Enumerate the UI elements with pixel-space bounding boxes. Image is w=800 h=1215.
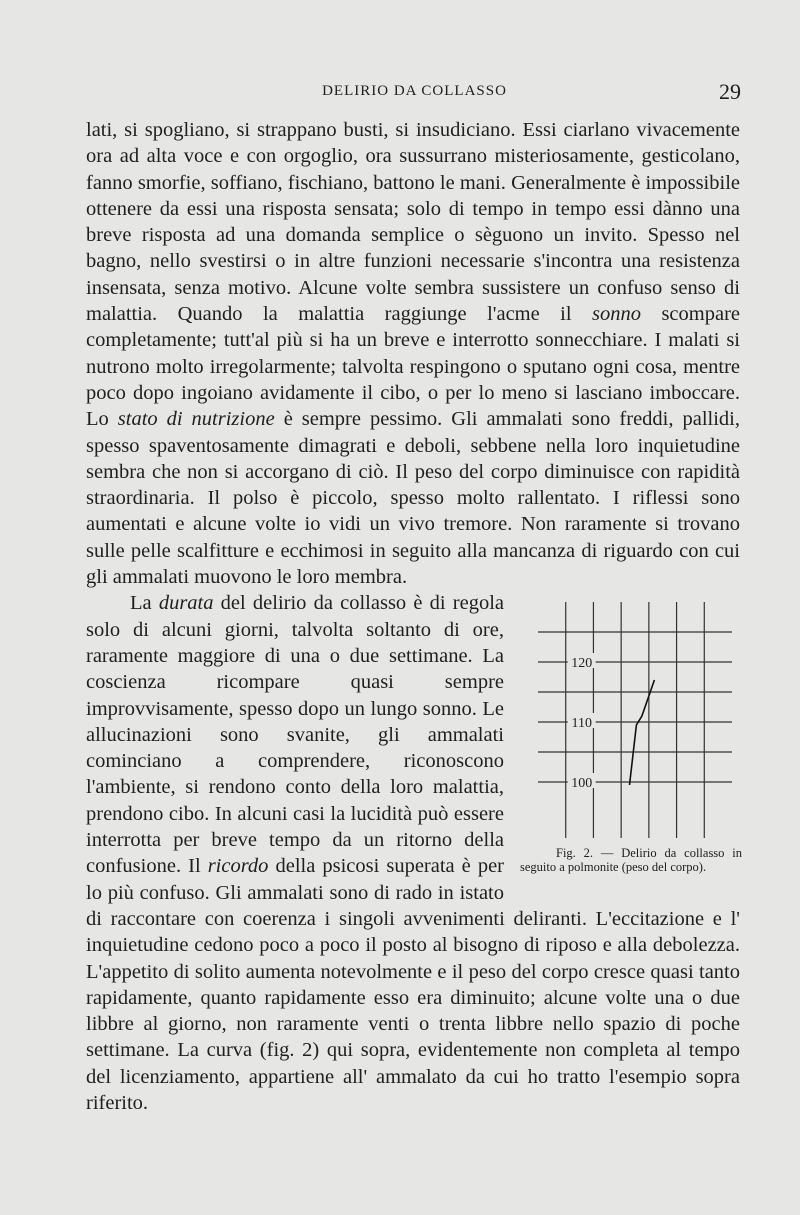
weight-series-line [630,680,655,785]
paragraph-1-text-a: lati, si spogliano, si strappano busti, si insudiciano. Essi ciarlano vivacemente ora ad alta voce e con orgoglio, ora sussurrano misteriosamente, gesticolano, fanno smorfie, soffiano, fischiano, battono le mani. Generalmente è impossibile ottenere da essi una risposta sensata; solo di tempo in tempo essi dànno una breve risposta ad una domanda semplice o sèguono un invito. Spesso nel bagno, nello svestirsi o in altre funzioni necessarie s'incontra una resistenza insensata, senza motivo. Alcune volte sembra sussistere un confuso senso di malattia. Quando la malattia raggiunge l'acme il [86,119,740,326]
paragraph-1-text-b: scompare completamente; tutt'al più si ha un breve e interrotto sonnecchiare. I malati si nutrono molto irregolarmente; talvolta respingono o sputano ogni cosa, mentre poco dopo ingoiano avidamente il cibo, o per lo meno si lasciano imboccare. Lo [86,303,740,431]
y-tick-label: 100 [571,776,593,792]
paragraph-2-text-a: La [130,592,159,615]
weight-curve-chart [520,600,742,840]
term-sonno: sonno [592,303,641,326]
body-text [86,117,740,1116]
y-tick-label: 120 [571,656,593,672]
paragraph-1-text-c: è sempre pessimo. Gli ammalati sono freddi, pallidi, spesso spaventosamente dimagrati e deboli, sebbene nella loro inquietudine sembra che non si accorgano di ciò. Il peso del corpo diminuisce con rapidità straordinaria. Il polso è piccolo, spesso molto rallentato. I riflessi sono aumentati e alcune volte io vidi un vivo tremore. Non raramente si trovano sulle pelle scalfitture e ecchimosi in seguito alla mancanza di riguardo con cui gli ammalati muovono le loro membra. [86,408,740,589]
page-number: 29 [719,79,741,104]
term-stato-di-nutrizione: stato di nutrizione [117,408,275,431]
running-head [88,79,741,105]
chart-series [630,680,655,785]
paragraph-1 [86,117,740,590]
chart-y-ticks [568,653,596,791]
term-durata: durata [158,592,214,615]
chart-grid [538,602,732,838]
y-tick-label: 110 [571,716,592,732]
figure-2 [520,600,742,895]
term-ricordo: ricordo [207,855,269,878]
paragraph-2-text-b: del delirio da collasso è di regola solo di alcuni giorni, talvolta soltanto di ore, raramente maggiore di una o due settimane. La coscienza ricompare quasi sempre improvvisamente, spesso dopo un lungo sonno. Le allucinazioni sono svanite, gli ammalati cominciano a comprendere, riconoscono l'ambiente, si rendono conto della loro malattia, prendono cibo. In alcuni casi la lucidità può essere interrotta per breve tempo da un ritorno della confusione. Il [86,592,504,878]
running-head-title: DELIRIO DA COLLASSO [322,83,507,99]
figure-caption: Fig. 2. — Delirio da collasso in seguito a polmonite (peso del corpo). [520,846,742,875]
paragraph-2-text-c: della psicosi superata è per lo più confuso. Gli ammalati sono di rado in istato di raccontare con coerenza i singoli avvenimenti deliranti. L'eccitazione e l' inquietudine cedono poco a poco il posto al bisogno di riposo e alla debolezza. L'appetito di solito aumenta notevolmente e il peso del corpo cresce quasi tanto rapidamente, quanto rapidamente esso era diminuito; alcune volte una o due libbre al giorno, non raramente venti o trenta libbre nello spazio di poche settimane. La curva (fig. 2) qui sopra, evidentemente non completa al tempo del licenziamento, appartiene all' ammalato da cui ho tratto l'esempio sopra riferito. [86,855,740,1114]
